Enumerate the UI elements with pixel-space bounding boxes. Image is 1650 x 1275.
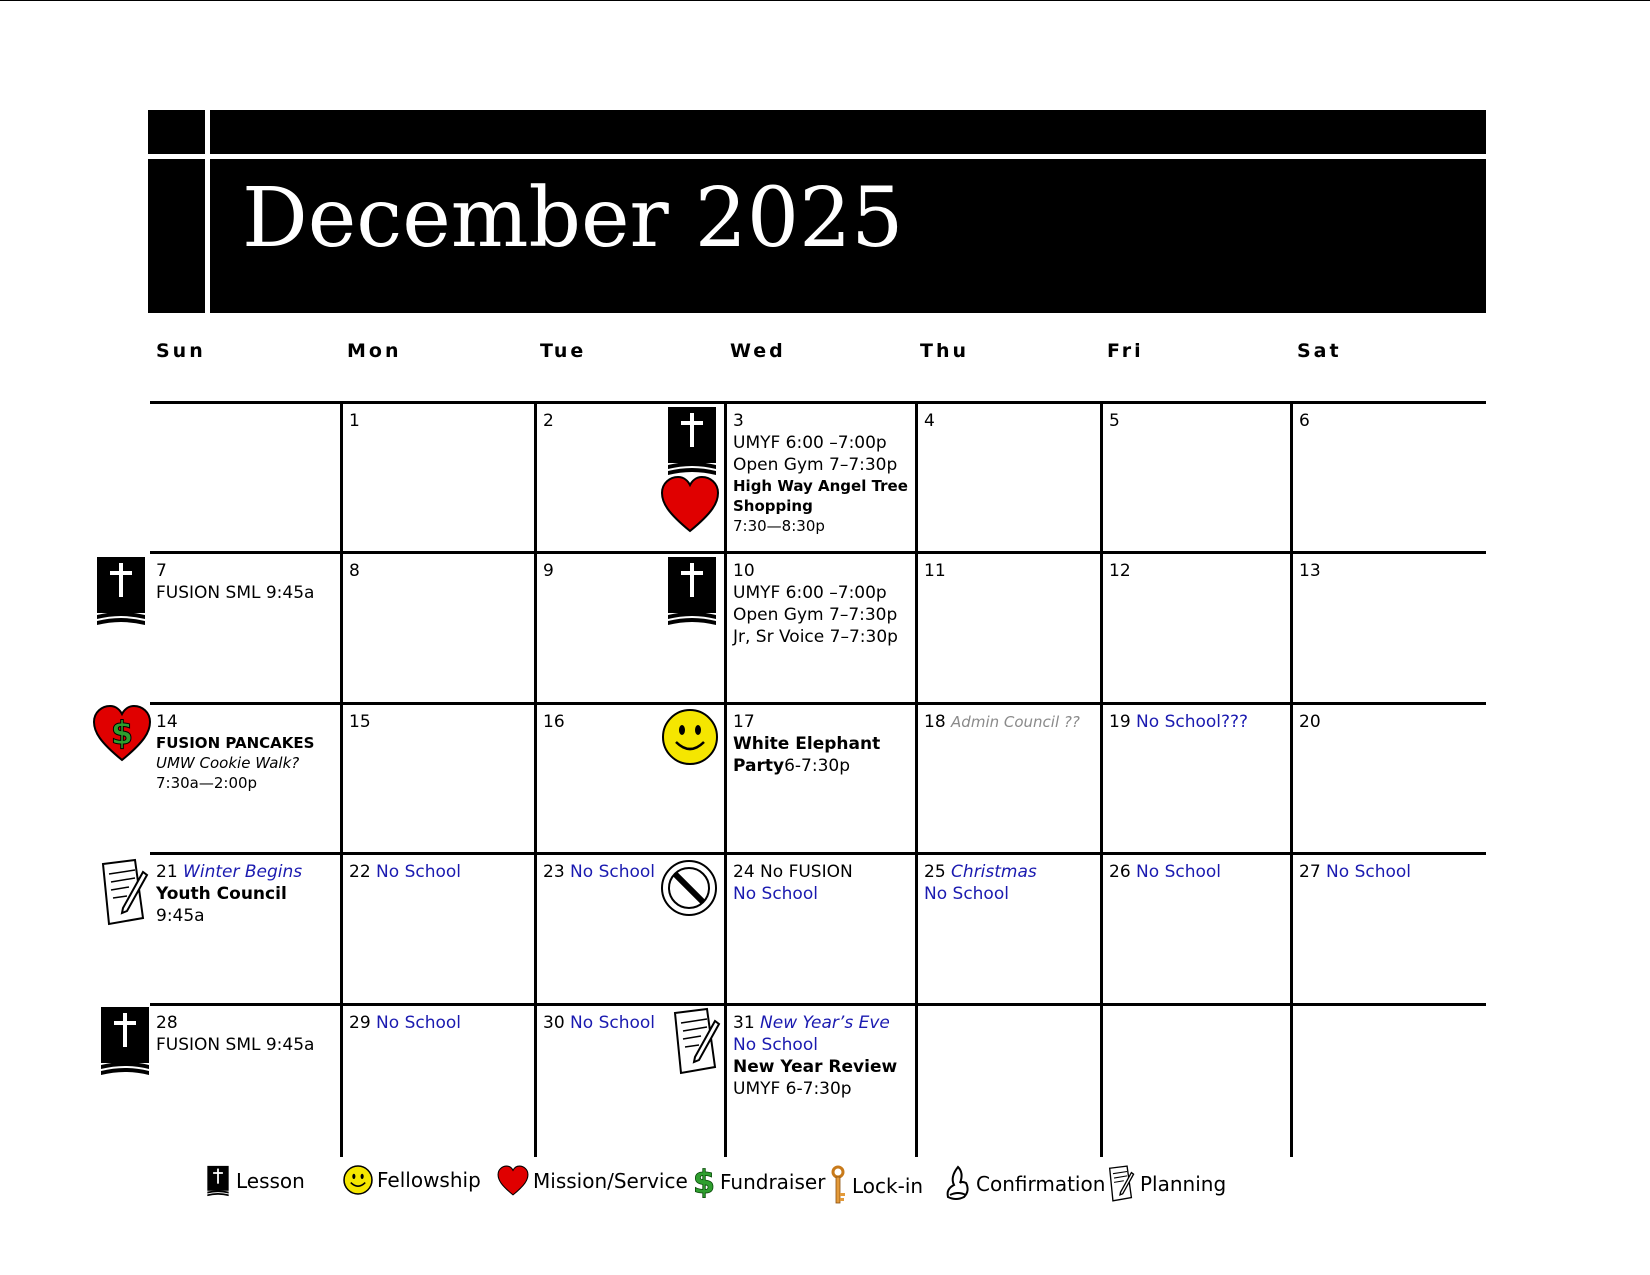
day-header-sat: Sat: [1297, 340, 1342, 362]
day-cell-27[interactable]: [1293, 855, 1486, 1003]
event: FUSION SML 9:45a: [156, 1035, 315, 1055]
day-cell-1[interactable]: [343, 404, 534, 551]
day-cell-17[interactable]: [727, 705, 915, 852]
day-number: 23: [543, 862, 565, 882]
day-header-wed: Wed: [730, 340, 786, 362]
day-header-tue: Tue: [540, 340, 587, 362]
day-number: 10: [733, 561, 755, 581]
day-cell-4[interactable]: [918, 404, 1100, 551]
day-number: 28: [156, 1013, 178, 1033]
event: No School: [924, 884, 1009, 904]
banner-horizontal-line: [148, 154, 1486, 159]
event: Winter Begins: [183, 862, 303, 882]
bible-icon: [666, 555, 718, 627]
event-time: 6-7:30p: [784, 756, 850, 776]
day-cell-5[interactable]: [1103, 404, 1290, 551]
bible-icon: [666, 405, 718, 477]
heart-icon: [497, 1165, 529, 1197]
day-number: 11: [924, 561, 946, 581]
dove-icon: [944, 1165, 972, 1203]
day-header-fri: Fri: [1107, 340, 1144, 362]
legend-item-lesson: [204, 1165, 305, 1197]
event: Youth Council: [156, 884, 287, 904]
day-cell-6[interactable]: [1293, 404, 1486, 551]
event: Admin Council ??: [951, 713, 1080, 731]
day-cell-18[interactable]: [918, 705, 1100, 852]
day-number: 1: [349, 411, 360, 431]
event: 7:30a—2:00p: [156, 774, 258, 792]
day-header-sun: Sun: [156, 340, 206, 362]
event: UMYF 6:00 –7:00p: [733, 583, 887, 603]
day-number: 8: [349, 561, 360, 581]
day-number: 12: [1109, 561, 1131, 581]
event: Open Gym 7–7:30p: [733, 455, 898, 475]
day-cell-12[interactable]: [1103, 554, 1290, 702]
event: Open Gym 7–7:30p: [733, 605, 898, 625]
day-cell-28[interactable]: [150, 1006, 340, 1157]
legend-item-planning: [1104, 1165, 1226, 1203]
day-cell-3[interactable]: [727, 404, 915, 551]
day-number: 4: [924, 411, 935, 431]
day-number: 27: [1299, 862, 1321, 882]
notepad-icon: [1104, 1165, 1136, 1203]
event: Jr, Sr Voice 7–7:30p: [733, 627, 898, 647]
event: No School???: [1136, 712, 1249, 732]
day-cell-31[interactable]: [727, 1006, 915, 1157]
day-cell-15[interactable]: [343, 705, 534, 852]
event: Christmas: [951, 862, 1037, 882]
event: No School: [733, 1035, 818, 1055]
day-number: 31: [733, 1013, 755, 1033]
event: UMW Cookie Walk?: [156, 754, 300, 772]
heart-dollar-icon: [92, 704, 152, 764]
bible-icon: [204, 1165, 232, 1197]
event: No School: [570, 1013, 656, 1033]
day-number: 6: [1299, 411, 1310, 431]
legend-item-lockin: [828, 1165, 923, 1207]
event: No School: [733, 884, 818, 904]
notepad-icon: [665, 1007, 723, 1077]
legend-label: Lock-in: [852, 1174, 924, 1198]
event: Party: [733, 756, 785, 776]
day-number: 3: [733, 411, 744, 431]
month-banner: [148, 110, 1486, 313]
day-number: 29: [349, 1013, 371, 1033]
day-cell-10[interactable]: [727, 554, 915, 702]
no-symbol-icon: [659, 858, 719, 918]
event: FUSION PANCAKES: [156, 734, 315, 752]
day-cell-11[interactable]: [918, 554, 1100, 702]
day-number: 20: [1299, 712, 1321, 732]
day-header-mon: Mon: [347, 340, 402, 362]
calendar-grid: [150, 401, 1486, 1157]
event: New Year Review: [733, 1057, 898, 1077]
event: UMYF 6:00 –7:00p: [733, 433, 887, 453]
legend-label: Fellowship: [377, 1168, 481, 1192]
bible-icon: [99, 1005, 151, 1077]
event: 7:30—8:30p: [733, 517, 825, 535]
day-number: 17: [733, 712, 755, 732]
month-title: December 2025: [242, 171, 904, 266]
day-cell-22[interactable]: [343, 855, 534, 1003]
smiley-icon: [661, 708, 719, 766]
event: New Year’s Eve: [760, 1013, 890, 1033]
smiley-icon: [343, 1165, 373, 1195]
day-number: 19: [1109, 712, 1131, 732]
day-number: 2: [543, 411, 554, 431]
event: No School: [376, 862, 462, 882]
day-cell-7[interactable]: [150, 554, 340, 702]
legend-label: Lesson: [236, 1169, 305, 1193]
day-cell-13[interactable]: [1293, 554, 1486, 702]
event: High Way Angel Tree Shopping: [733, 477, 908, 515]
day-number: 15: [349, 712, 371, 732]
heart-icon: [660, 475, 720, 535]
day-header-thu: Thu: [920, 340, 970, 362]
top-border: [0, 0, 1650, 1]
legend-item-confirmation: [944, 1165, 1105, 1203]
event-time: 9:45a: [156, 906, 205, 926]
day-cell-19[interactable]: [1103, 705, 1290, 852]
key-icon: [828, 1165, 848, 1207]
day-number: 13: [1299, 561, 1321, 581]
day-number: 21: [156, 862, 178, 882]
day-cell-14[interactable]: [150, 705, 340, 852]
legend-item-fundraiser: [692, 1165, 825, 1199]
dollar-icon: [692, 1165, 716, 1199]
day-number: 30: [543, 1013, 565, 1033]
day-number: 22: [349, 862, 371, 882]
day-number: 9: [543, 561, 554, 581]
day-cell-26[interactable]: [1103, 855, 1290, 1003]
svg-text:$: $: [692, 1165, 716, 1199]
day-cell-25[interactable]: [918, 855, 1100, 1003]
event: No School: [1136, 862, 1222, 882]
day-number: 26: [1109, 862, 1131, 882]
event: No FUSION: [760, 862, 853, 882]
day-cell-29[interactable]: [343, 1006, 534, 1157]
svg-text:$: $: [110, 714, 134, 752]
day-cell-20[interactable]: [1293, 705, 1486, 852]
day-number: 7: [156, 561, 167, 581]
notepad-icon: [93, 858, 151, 928]
day-number: 14: [156, 712, 178, 732]
day-number: 25: [924, 862, 946, 882]
day-number: 16: [543, 712, 565, 732]
day-cell-24[interactable]: [727, 855, 915, 1003]
legend-label: Confirmation: [976, 1172, 1106, 1196]
legend-label: Fundraiser: [720, 1170, 826, 1194]
legend-label: Mission/Service: [533, 1169, 688, 1193]
event: White Elephant: [733, 734, 881, 754]
day-number: 24: [733, 862, 755, 882]
event: FUSION SML 9:45a: [156, 583, 315, 603]
day-cell-21[interactable]: [150, 855, 340, 1003]
event: No School: [570, 862, 656, 882]
event: No School: [376, 1013, 462, 1033]
event: No School: [1326, 862, 1412, 882]
event: UMYF 6-7:30p: [733, 1079, 852, 1099]
bible-icon: [95, 555, 147, 627]
banner-vertical-line: [205, 110, 210, 313]
day-number: 5: [1109, 411, 1120, 431]
legend-item-mission: [497, 1165, 688, 1197]
legend-item-fellowship: [343, 1165, 481, 1195]
day-cell-8[interactable]: [343, 554, 534, 702]
legend-label: Planning: [1140, 1172, 1227, 1196]
day-number: 18: [924, 712, 946, 732]
